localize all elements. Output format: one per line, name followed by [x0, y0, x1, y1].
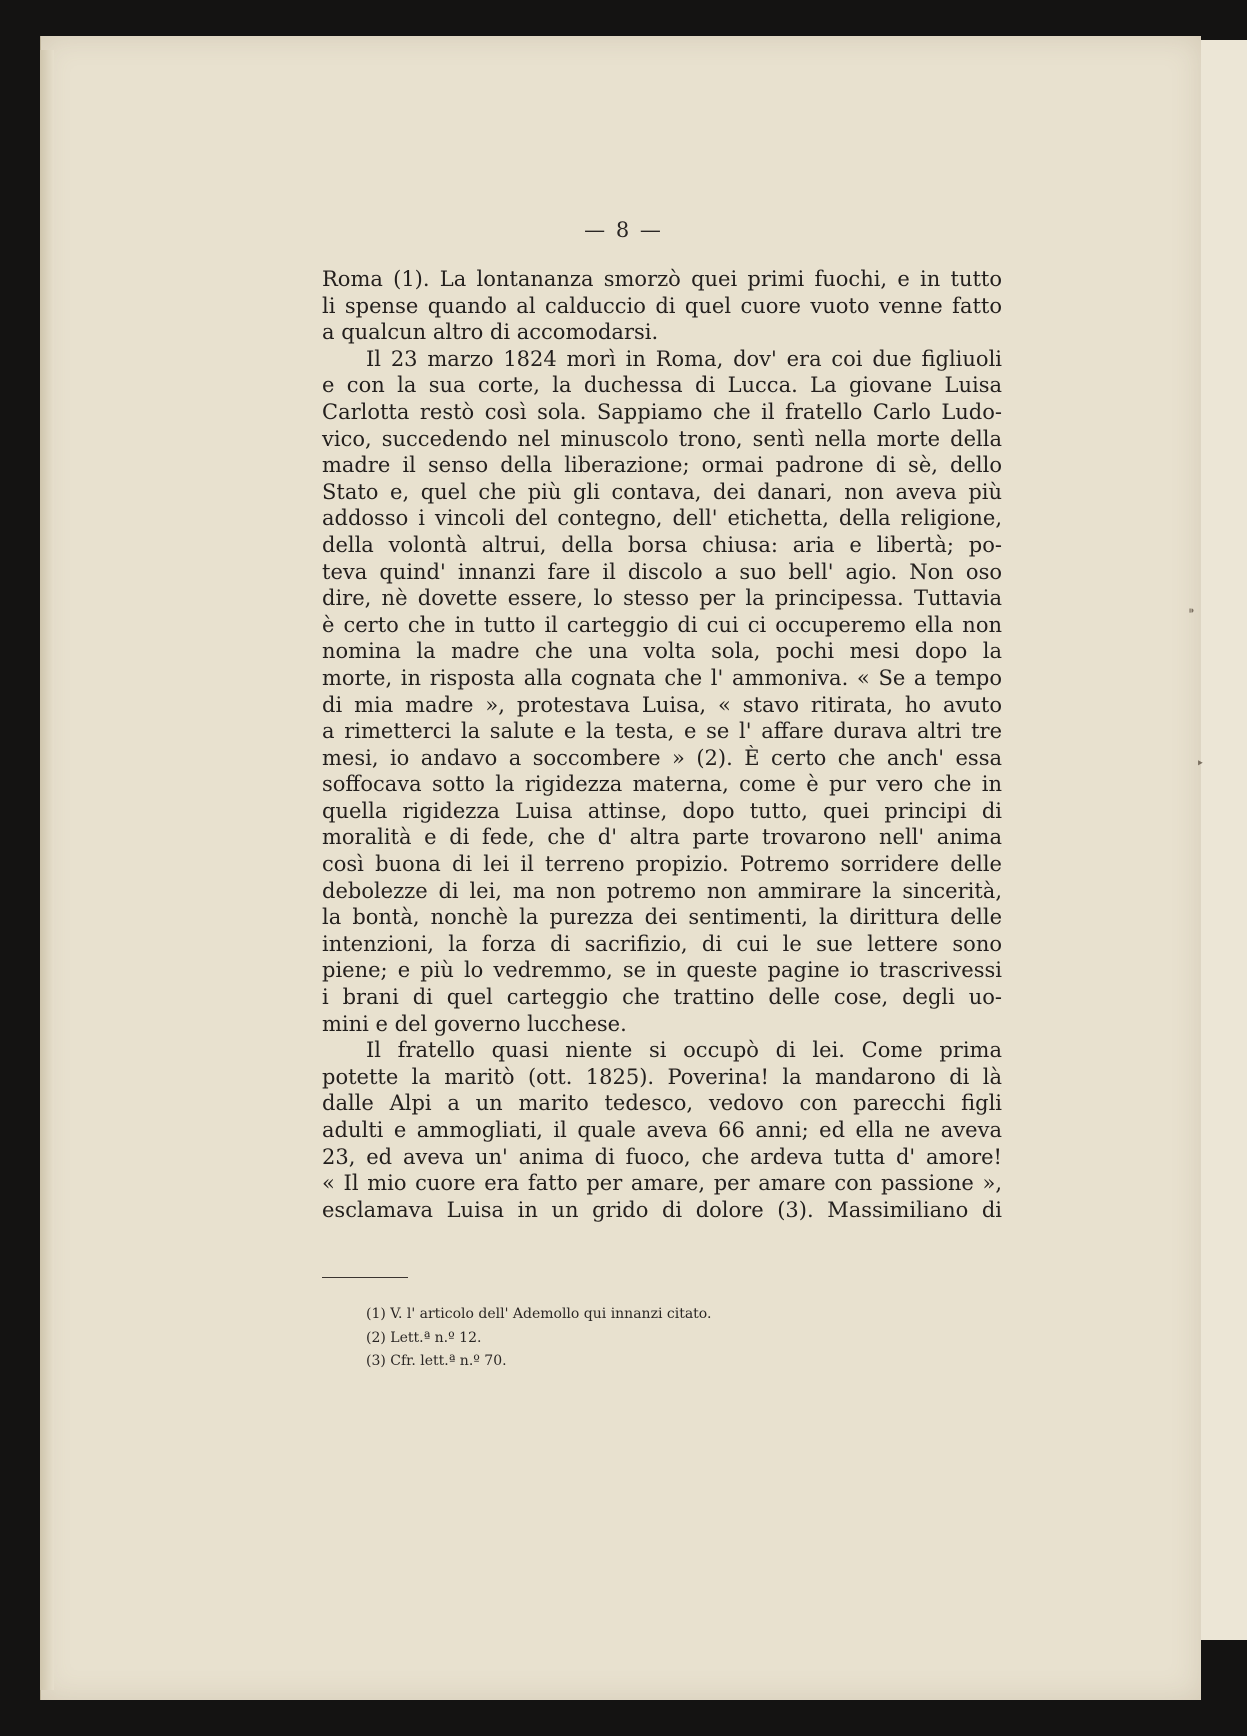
text-line: è certo che in tutto il carteggio di cui ci occuperemo ella non	[322, 612, 1002, 637]
text-line: intenzioni, la forza di sacrifizio, di cui le sue lettere sono	[322, 931, 1002, 956]
text-line: madre il senso della liberazione; ormai padrone di sè, dello	[322, 453, 1002, 478]
body-text	[322, 266, 1002, 1223]
text-line: la bontà, nonchè la purezza dei sentimenti, la dirittura delle	[322, 905, 1002, 930]
text-line: teva quind' innanzi fare il discolo a suo bell' agio. Non oso	[322, 559, 1002, 584]
margin-mark-icon: ⁍	[1188, 604, 1195, 620]
margin-mark-icon: ‣	[1196, 756, 1205, 772]
text-line: a qualcun altro di accomodarsi.	[322, 320, 659, 345]
text-line: a rimetterci la salute e la testa, e se l' affare durava altri tre	[322, 719, 1002, 744]
text-line: mini e del governo lucchese.	[322, 1011, 627, 1036]
text-line: così buona di lei il terreno propizio. Potremo sorridere delle	[322, 852, 1002, 877]
facing-page-edge	[1196, 40, 1247, 1640]
text-line: Carlotta restò così sola. Sappiamo che il fratello Carlo Ludo-	[322, 399, 1002, 424]
footnotes	[366, 1303, 1006, 1374]
text-line: soffocava sotto la rigidezza materna, come è pur vero che in	[322, 772, 1002, 797]
text-line: quella rigidezza Luisa attinse, dopo tutto, quei principi di	[322, 798, 1002, 823]
text-line: e con la sua corte, la duchessa di Lucca. La giovane Luisa	[322, 373, 1002, 398]
text-line: di mia madre », protestava Luisa, « stavo ritirata, ho avuto	[322, 692, 1002, 717]
text-line: nomina la madre che una volta sola, pochi mesi dopo la	[322, 639, 1002, 664]
text-line: li spense quando al calduccio di quel cuore vuoto venne fatto	[322, 293, 1002, 318]
text-line: della volontà altrui, della borsa chiusa: aria e libertà; po-	[322, 532, 1002, 557]
text-line: dire, nè dovette essere, lo stesso per la principessa. Tuttavia	[322, 586, 1002, 611]
text-line: vico, succedendo nel minuscolo trono, sentì nella morte della	[322, 426, 1002, 451]
text-line: potette la maritò (ott. 1825). Poverina! la mandarono di là	[322, 1064, 1002, 1089]
footnote: (1) V. l' articolo dell' Ademollo qui innanzi citato.	[366, 1306, 712, 1322]
text-line: addosso i vincoli del contegno, dell' etichetta, della religione,	[322, 506, 1002, 531]
text-line: dalle Alpi a un marito tedesco, vedovo con parecchi figli	[322, 1091, 1002, 1116]
footnote: (3) Cfr. lett.ª n.º 70.	[366, 1353, 507, 1369]
binding-edge	[40, 50, 54, 1690]
text-line: piene; e più lo vedremmo, se in queste pagine io trascrivessi	[322, 958, 1002, 983]
text-line: « Il mio cuore era fatto per amare, per amare con passione »,	[322, 1171, 1002, 1196]
text-line: Stato e, quel che più gli contava, dei danari, non aveva più	[322, 479, 1002, 504]
footnote: (2) Lett.ª n.º 12.	[366, 1329, 482, 1346]
text-line: esclamava Luisa in un grido di dolore (3). Massimiliano di	[322, 1197, 1002, 1222]
page-number: — 8 —	[584, 218, 663, 242]
text-line: Il fratello quasi niente si occupò di lei. Come prima	[366, 1038, 1002, 1063]
text-line: adulti e ammogliati, il quale aveva 66 anni; ed ella ne aveva	[322, 1118, 1002, 1142]
text-line: i brani di quel carteggio che trattino delle cose, degli uo-	[322, 985, 1002, 1010]
text-line: Il 23 marzo 1824 morì in Roma, dov' era coi due figliuoli	[366, 346, 1002, 371]
footnote-rule	[322, 1277, 408, 1278]
text-line: morte, in risposta alla cognata che l' ammoniva. « Se a tempo	[322, 665, 1002, 690]
text-line: moralità e di fede, che d' altra parte trovarono nell' anima	[322, 825, 1002, 850]
text-line: debolezze di lei, ma non potremo non ammirare la sincerità,	[322, 878, 1002, 903]
text-line: 23, ed aveva un' anima di fuoco, che ardeva tutta d' amore!	[322, 1144, 1002, 1169]
text-line: Roma (1). La lontananza smorzò quei primi fuochi, e in tutto	[322, 267, 1002, 291]
text-line: mesi, io andavo a soccombere » (2). È certo che anch' essa	[322, 745, 1002, 770]
